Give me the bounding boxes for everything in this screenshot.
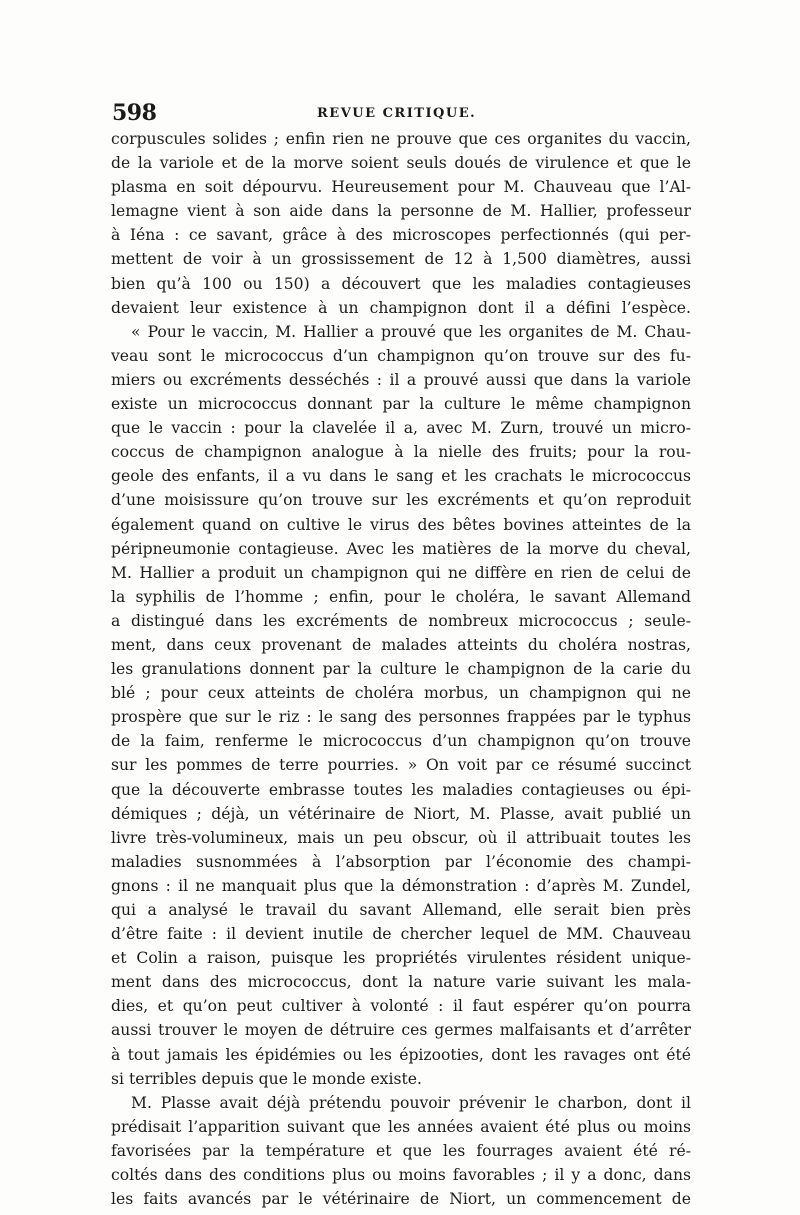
running-title: REVUE CRITIQUE. (317, 106, 477, 121)
body-text (111, 127, 691, 1211)
text-line: plasma en soit dépourvu. Heureusement pour M. Chauveau que l’Al- (111, 178, 691, 197)
text-line: si terribles depuis que le monde existe. (111, 1069, 422, 1088)
text-line: « Pour le vaccin, M. Hallier a prouvé que les organites de M. Chau- (131, 322, 691, 341)
text-line: coccus de champignon analogue à la nielle des fruits; pour la rou- (111, 443, 691, 462)
text-line: à Iéna : ce savant, grâce à des microscopes perfectionnés (qui per- (111, 226, 691, 245)
text-line: blé ; pour ceux atteints de choléra morbus, un champignon qui ne (111, 684, 691, 703)
text-line: la syphilis de l’homme ; enfin, pour le choléra, le savant Allemand (111, 587, 691, 606)
text-line: gnons : il ne manquait plus que la démonstration : d’après M. Zundel, (111, 876, 691, 895)
text-line: mettent de voir à un grossissement de 12 à 1,500 diamètres, aussi (111, 250, 691, 269)
text-line: M. Hallier a produit un champignon qui ne diffère en rien de celui de (111, 563, 691, 582)
text-line: bien qu’à 100 ou 150) a découvert que les maladies contagieuses (111, 274, 691, 293)
text-line: lemagne vient à son aide dans la personne de M. Hallier, professeur (111, 202, 691, 221)
text-line: livre très-volumineux, mais un peu obscur, où il attribuait toutes les (111, 828, 691, 847)
text-line: ment, dans ceux provenant de malades atteints du choléra nostras, (111, 635, 691, 654)
text-line: qui a analysé le travail du savant Allemand, elle serait bien près (111, 901, 691, 919)
text-line: d’être faite : il devient inutile de chercher lequel de MM. Chauveau (111, 925, 691, 944)
text-line: démiques ; déjà, un vétérinaire de Niort, M. Plasse, avait publié un (111, 804, 691, 823)
text-line: M. Plasse avait déjà prétendu pouvoir prévenir le charbon, dont il (131, 1093, 691, 1112)
text-line: prospère que sur le riz : le sang des personnes frappées par le typhus (111, 708, 691, 727)
text-line: les faits avancés par le vétérinaire de Niort, un commencement de (111, 1190, 691, 1209)
text-line: à tout jamais les épidémies ou les épizooties, dont les ravages ont été (111, 1045, 691, 1064)
text-line: que la découverte embrasse toutes les maladies contagieuses ou épi- (111, 780, 691, 799)
page-header (112, 100, 690, 130)
text-line: favorisées par la température et que les fourrages avaient été ré- (111, 1141, 691, 1160)
text-line: que le vaccin : pour la clavelée il a, avec M. Zurn, trouvé un micro- (111, 419, 691, 438)
text-line: veau sont le micrococcus d’un champignon qu’on trouve sur des fu- (111, 346, 691, 365)
text-line: coltés dans des conditions plus ou moins favorables ; il y a donc, dans (111, 1166, 691, 1185)
text-line: d’une moisissure qu’on trouve sur les excréments et qu’on reproduit (111, 491, 691, 510)
text-line: corpuscules solides ; enfin rien ne prouve que ces organites du vaccin, (111, 130, 691, 148)
text-line: péripneumonie contagieuse. Avec les matières de la morve du cheval, (111, 539, 691, 558)
text-line: dies, et qu’on peut cultiver à volonté : il faut espérer qu’on pourra (111, 997, 691, 1016)
text-line: de la variole et de la morve soient seuls doués de virulence et que le (111, 154, 691, 173)
text-line: également quand on cultive le virus des bêtes bovines atteintes de la (111, 515, 691, 534)
text-line: aussi trouver le moyen de détruire ces germes malfaisants et d’arrêter (111, 1021, 691, 1040)
text-line: et Colin a raison, puisque les propriétés virulentes résident unique- (111, 949, 691, 968)
text-line: prédisait l’apparition suivant que les années avaient été plus ou moins (111, 1117, 691, 1136)
text-line: sur les pommes de terre pourries. » On voit par ce résumé succinct (111, 756, 691, 775)
text-line: miers ou excréments desséchés : il a prouvé aussi que dans la variole (111, 370, 691, 389)
text-line: ment dans des micrococcus, dont la nature varie suivant les mala- (111, 973, 691, 992)
text-line: les granulations donnent par la culture le champignon de la carie du (111, 660, 691, 679)
text-line: a distingué dans les excréments de nombreux micrococcus ; seule- (111, 611, 691, 630)
text-line: devaient leur existence à un champignon dont il a défini l’espèce. (111, 298, 691, 317)
text-line: de la faim, renferme le micrococcus d’un champignon qu’on trouve (111, 732, 691, 751)
text-line: maladies susnommées à l’absorption par l’économie des champi- (111, 852, 691, 871)
text-line: existe un micrococcus donnant par la culture le même champignon (111, 395, 691, 414)
page-number: 598 (112, 100, 157, 126)
text-line: geole des enfants, il a vu dans le sang et les crachats le micrococcus (111, 467, 691, 486)
